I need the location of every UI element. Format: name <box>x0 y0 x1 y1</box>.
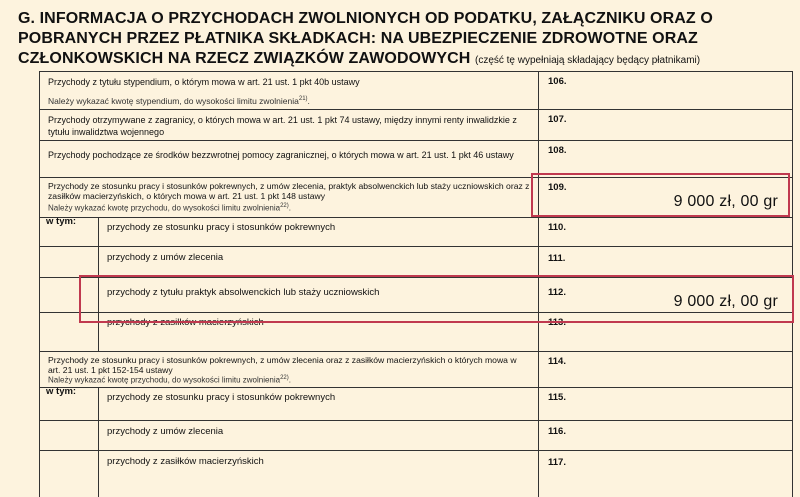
row-111 <box>40 247 792 278</box>
field-117[interactable] <box>539 451 792 497</box>
row-114-footnote: 22) <box>280 375 289 381</box>
field-106-number: 106. <box>548 76 567 87</box>
row-106-hint-text: Należy wykazać kwotę stypendium, do wysokości limitu zwolnienia <box>48 96 299 106</box>
highlight-box-109 <box>531 173 790 217</box>
field-111-number: 111. <box>548 253 566 264</box>
row-114 <box>40 352 792 387</box>
row-108-label-cell <box>40 141 539 177</box>
row-106 <box>40 72 792 110</box>
field-115-number: 115. <box>548 392 566 403</box>
row-116-label-cell <box>98 421 539 450</box>
row-109-label: Przychody ze stosunku pracy i stosunków pokrewnych, z umów zlecenia, praktyk absolwenckich lub staży uczniowskich oraz z zasiłków macierzyńskich, o których mowa w art. 21 ust. 1 pkt 148 ustawy <box>48 181 530 201</box>
row-109-hint-text: Należy wykazać kwotę przychodu, do wysokości limitu zwolnienia <box>48 203 281 213</box>
row-110-label-cell <box>98 218 539 246</box>
field-108[interactable] <box>539 141 792 177</box>
row-106-footnote: 21) <box>298 96 308 103</box>
field-111[interactable] <box>539 247 792 277</box>
row-117 <box>40 451 792 497</box>
field-112-number: 112. <box>548 287 566 298</box>
row-111-label-cell <box>98 247 539 277</box>
row-115 <box>40 387 792 421</box>
row-106-label: Przychody z tytułu stypendium, o którym mowa w art. 21 ust. 1 pkt 40b ustawy <box>48 77 360 87</box>
row-107-label-cell <box>40 110 539 140</box>
w-tym-label-2: w tym: <box>46 386 77 397</box>
field-106[interactable] <box>539 72 792 109</box>
row-106-label-cell <box>40 72 539 109</box>
row-112-label: przychody z tytułu praktyk absolwenckich lub staży uczniowskich <box>107 287 380 298</box>
field-109-amount: 9 000 zł, 00 gr <box>673 193 778 210</box>
row-109-hint <box>48 203 530 213</box>
row-111-label: przychody z umów zlecenia <box>107 252 224 263</box>
section-note: (część tę wypełniają składający będący płatnikami) <box>474 55 701 66</box>
row-106-hint-tail: . <box>307 96 310 106</box>
row-106-hint <box>48 96 530 106</box>
field-116-number: 116. <box>548 426 566 437</box>
row-114-hint-tail: . <box>288 375 291 385</box>
row-109-footnote: 22) <box>280 203 289 209</box>
field-116[interactable] <box>539 421 792 450</box>
row-114-label-cell <box>40 352 539 387</box>
field-110-number: 110. <box>548 222 566 233</box>
field-109-number: 109. <box>548 182 567 193</box>
field-112-amount: 9 000 zł, 00 gr <box>673 293 778 310</box>
field-108-number: 108. <box>548 145 567 156</box>
row-114-hint-text: Należy wykazać kwotę przychodu, do wysokości limitu zwolnienia <box>48 375 281 385</box>
section-heading <box>18 9 788 71</box>
row-114-label: Przychody ze stosunku pracy i stosunków pokrewnych, z umów zlecenia oraz z zasiłków macierzyńskich o których mowa w art. 21 ust. 1 pkt 152-154 ustawy <box>48 355 517 375</box>
highlight-box-112 <box>79 275 794 323</box>
row-116 <box>40 421 792 451</box>
row-109-label-cell <box>40 178 539 217</box>
row-115-label-cell <box>98 388 539 420</box>
row-114-hint <box>48 375 530 385</box>
row-115-label: przychody ze stosunku pracy i stosunków pokrewnych <box>107 392 336 403</box>
row-110-label: przychody ze stosunku pracy i stosunków pokrewnych <box>107 222 336 233</box>
field-110[interactable] <box>539 218 792 246</box>
section-title: G. INFORMACJA O PRZYCHODACH ZWOLNIONYCH OD PODATKU, ZAŁĄCZNIKU ORAZ O POBRANYCH PRZEZ PŁATNIKA SKŁADKACH: NA UBEZPIECZENIE ZDROWOTNE ORAZ CZŁONKOWSKICH NA RZECZ ZWIĄZKÓW ZAWODOWYCH <box>18 10 713 67</box>
field-114-number: 114. <box>548 356 566 367</box>
row-113-label: przychody z zasiłków macierzyńskich <box>107 317 264 328</box>
field-115[interactable] <box>539 388 792 420</box>
field-107[interactable] <box>539 110 792 140</box>
row-107-label: Przychody otrzymywane z zagranicy, o których mowa w art. 21 ust. 1 pkt 74 ustawy, między innymi renty inwalidzkie z tytułu inwalidztwa wojennego <box>48 115 517 137</box>
field-117-number: 117. <box>548 457 566 468</box>
row-110 <box>40 217 792 247</box>
row-109-hint-tail: . <box>288 203 291 213</box>
row-107 <box>40 110 792 141</box>
field-107-number: 107. <box>548 114 567 125</box>
row-117-label-cell <box>98 451 539 497</box>
field-113-number: 113. <box>548 317 566 328</box>
row-108-label: Przychody pochodzące ze środków bezzwrotnej pomocy zagranicznej, o których mowa w art. 21 ust. 1 pkt 46 ustawy <box>48 150 514 160</box>
row-116-label: przychody z umów zlecenia <box>107 426 224 437</box>
w-tym-label-1: w tym: <box>46 216 77 227</box>
field-114[interactable] <box>539 352 792 387</box>
row-117-label: przychody z zasiłków macierzyńskich <box>107 456 264 467</box>
